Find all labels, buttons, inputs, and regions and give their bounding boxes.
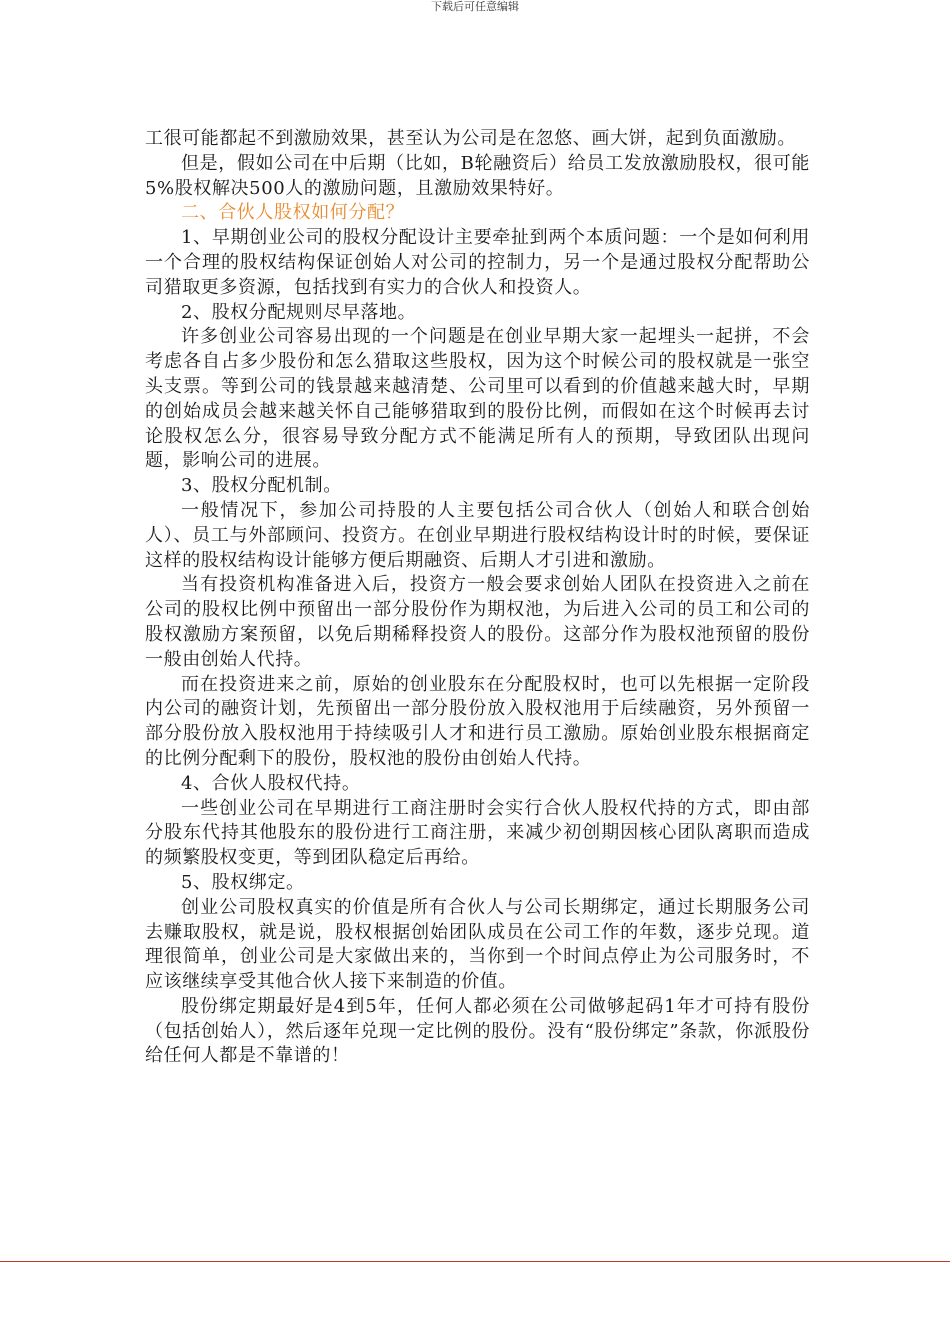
page-header: 下载后可任意编辑 <box>431 0 519 13</box>
paragraph: 1、早期创业公司的股权分配设计主要牵扯到两个本质问题：一个是如何利用一个合理的股权结构保证创始人对公司的控制力，另一个是通过股权分配帮助公司猎取更多资源，包括找到有实力的合伙人和投资人。 <box>145 227 810 298</box>
paragraph: 股份绑定期最好是4到5年，任何人都必须在公司做够起码1年才可持有股份（包括创始人），然后逐年兑现一定比例的股份。没有“股份绑定”条款，你派股份给任何人都是不靠谱的！ <box>145 995 810 1067</box>
paragraph: 当有投资机构准备进入后，投资方一般会要求创始人团队在投资进入之前在公司的股权比例中预留出一部分股份作为期权池，为后进入公司的员工和公司的股权激励方案预留，以免后期稀释投资人的股份。这部分作为股权池预留的股份一般由创始人代持。 <box>145 574 810 670</box>
paragraph: 而在投资进来之前，原始的创业股东在分配股权时，也可以先根据一定阶段内公司的融资计划，先预留出一部分股份放入股权池用于后续融资，另外预留一部分股份放入股权池用于持续吸引人才和进行员工激励。原始创业股东根据商定的比例分配剩下的股份，股权池的股份由创始人代持。 <box>145 673 810 769</box>
paragraph: 3、股权分配机制。 <box>181 475 342 497</box>
paragraph: 创业公司股权真实的价值是所有合伙人与公司长期绑定，通过长期服务公司去赚取股权，就是说，股权根据创始团队成员在公司工作的年数，逐步兑现。道理很简单，创业公司是大家做出来的，当你到一个时间点停止为公司服务时，不应该继续享受其他合伙人接下来制造的价值。 <box>145 896 810 993</box>
section-heading: 二、合伙人股权如何分配？ <box>181 202 405 224</box>
paragraph: 许多创业公司容易出现的一个问题是在创业早期大家一起埋头一起拼，不会考虑各自占多少股份和怎么猎取这些股权，因为这个时候公司的股权就是一张空头支票。等到公司的钱景越来越清楚、公司里可以看到的价值越来越大时，早期的创始成员会越来越关怀自己能够猎取到的股份比例，而假如在这个时候再去讨论股权怎么分，很容易导致分配方式不能满足所有人的预期，导致团队出现问题，影响公司的进展。 <box>145 326 810 472</box>
paragraph: 工很可能都起不到激励效果，甚至认为公司是在忽悠、画大饼，起到负面激励。 <box>145 128 796 149</box>
paragraph: 4、合伙人股权代持。 <box>181 772 361 794</box>
footer-divider <box>0 1261 950 1262</box>
paragraph: 但是，假如公司在中后期（比如，B轮融资后）给员工发放激励股权，很可能5%股权解决500人的激励问题，且激励效果特好。 <box>145 152 810 199</box>
paragraph: 一般情况下，参加公司持股的人主要包括公司合伙人（创始人和联合创始人）、员工与外部顾问、投资方。在创业早期进行股权结构设计时的时候，要保证这样的股权结构设计能够方便后期融资、后期人才引进和激励。 <box>145 499 810 571</box>
paragraph: 5、股权绑定。 <box>181 871 305 893</box>
paragraph: 2、股权分配规则尽早落地。 <box>181 301 417 323</box>
paragraph: 一些创业公司在早期进行工商注册时会实行合伙人股权代持的方式，即由部分股东代持其他股东的股份进行工商注册，来减少初创期因核心团队离职而造成的频繁股权变更，等到团队稳定后再给。 <box>145 797 810 869</box>
document-body <box>145 127 810 1069</box>
